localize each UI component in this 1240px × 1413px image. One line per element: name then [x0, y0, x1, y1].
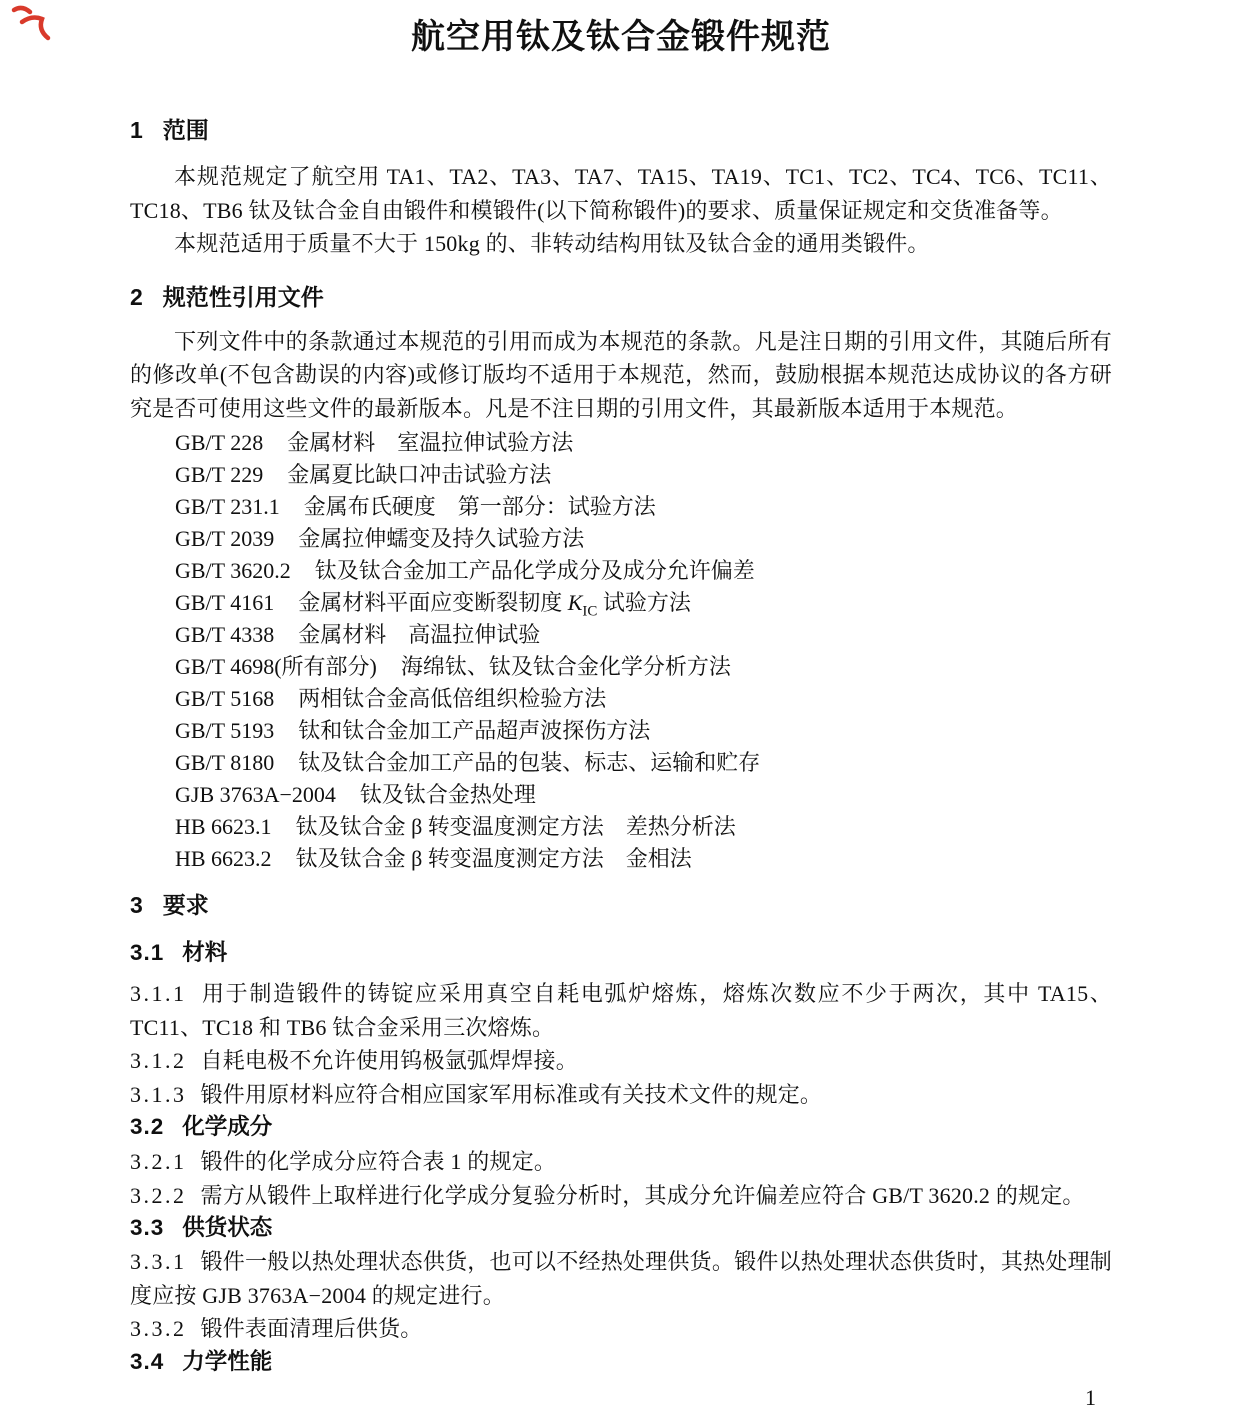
- reference-code: GB/T 4698(所有部分): [175, 654, 377, 679]
- clause-3-2-1: [130, 1145, 1112, 1179]
- reference-code: HB 6623.2: [175, 846, 272, 871]
- section-number: 3: [130, 892, 143, 918]
- clause-text: 锻件一般以热处理状态供货，也可以不经热处理供货。锻件以热处理状态供货时，其热处理制度应按 GJB 3763A−2004 的规定进行。: [130, 1249, 1112, 1308]
- clause-text: 需方从锻件上取样进行化学成分复验分析时，其成分允许偏差应符合 GB/T 3620.2 的规定。: [200, 1182, 1085, 1208]
- clause-number: 3.3.2: [130, 1316, 187, 1341]
- scope-paragraph-1: 本规范规定了航空用 TA1、TA2、TA3、TA7、TA15、TA19、TC1、TC2、TC4、TC6、TC11、TC18、TB6 钛及钛合金自由锻件和模锻件(以下简称锻件)的要求、质量保证规定和交货准备等。: [130, 164, 1112, 223]
- section-number: 1: [130, 117, 143, 143]
- reference-title: 钛及钛合金热处理: [359, 782, 536, 807]
- document-content: [0, 16, 1240, 1376]
- clause-text: 锻件用原材料应符合相应国家军用标准或有关技术文件的规定。: [200, 1081, 823, 1107]
- subsection-title: 材料: [182, 940, 228, 965]
- clause-3-3-1: [130, 1245, 1112, 1312]
- reference-item: [175, 587, 1112, 619]
- section-3-heading: [130, 891, 1112, 919]
- red-ink-marks: [8, 2, 56, 46]
- subsection-title: 化学成分: [182, 1114, 273, 1139]
- reference-item: [175, 651, 1112, 683]
- subsection-title: 供货状态: [182, 1215, 273, 1240]
- reference-item: [175, 715, 1112, 747]
- section-number: 2: [130, 283, 143, 310]
- clause-text: 自耗电极不允许使用钨极氩弧焊焊接。: [200, 1048, 578, 1073]
- reference-code: HB 6623.1: [175, 814, 272, 839]
- reference-item: [175, 619, 1112, 651]
- reference-item: [175, 779, 1112, 811]
- subsection-number: 3.2: [130, 1114, 165, 1139]
- reference-item: [175, 427, 1112, 459]
- reference-code: GB/T 5168: [175, 686, 275, 711]
- clause-text: 锻件表面清理后供货。: [200, 1316, 423, 1341]
- reference-item: [175, 811, 1112, 843]
- clause-number: 3.1.3: [130, 1081, 187, 1107]
- reference-title: 金属材料平面应变断裂韧度: [298, 590, 568, 615]
- reference-code: GB/T 3620.2: [175, 558, 291, 583]
- section-2-heading: [130, 283, 1112, 311]
- reference-title: 金属夏比缺口冲击试验方法: [287, 462, 552, 487]
- subsection-number: 3.1: [130, 940, 165, 965]
- clause-text: 用于制造锻件的铸锭应采用真空自耗电弧炉熔炼，熔炼次数应不少于两次，其中 TA15、TC11、TC18 和 TB6 钛合金采用三次熔炼。: [130, 981, 1112, 1040]
- reference-item: [175, 459, 1112, 491]
- clause-number: 3.2.2: [130, 1182, 187, 1208]
- reference-code: GB/T 8180: [175, 750, 275, 775]
- reference-title: 金属布氏硬度 第一部分：试验方法: [303, 494, 656, 519]
- section-title: 规范性引用文件: [162, 283, 324, 310]
- reference-item: [175, 523, 1112, 555]
- reference-list: [130, 427, 1112, 875]
- reference-code: GB/T 231.1: [175, 494, 280, 519]
- reference-item: [175, 491, 1112, 523]
- scope-paragraph-2: 本规范适用于质量不大于 150kg 的、非转动结构用钛及钛合金的通用类锻件。: [174, 231, 930, 256]
- subsection-title: 力学性能: [182, 1348, 273, 1374]
- reference-code: GB/T 228: [175, 430, 264, 455]
- reference-code: GB/T 2039: [175, 526, 275, 551]
- clause-3-1-3: [130, 1078, 1112, 1112]
- reference-code: GB/T 4338: [175, 622, 275, 647]
- subsection-number: 3.3: [130, 1215, 165, 1240]
- clause-number: 3.1.2: [130, 1048, 187, 1073]
- reference-item: [175, 843, 1112, 875]
- section-1-heading: [130, 116, 1112, 144]
- clause-3-3-2: [130, 1312, 1112, 1346]
- reference-title: 金属材料 室温拉伸试验方法: [287, 430, 574, 455]
- reference-title: 钛及钛合金加工产品化学成分及成分允许偏差: [314, 558, 755, 583]
- clause-3-1-2: [130, 1044, 1112, 1078]
- reference-title-after: 试验方法: [597, 590, 691, 615]
- clause-number: 3.2.1: [130, 1149, 187, 1174]
- fracture-toughness-subscript: IC: [582, 603, 598, 620]
- reference-title: 钛及钛合金加工产品的包装、标志、运输和贮存: [298, 750, 761, 775]
- reference-title: 钛及钛合金 β 转变温度测定方法 差热分析法: [295, 814, 736, 839]
- section-3-3-heading: [130, 1214, 1112, 1242]
- reference-code: GJB 3763A−2004: [175, 782, 336, 807]
- document-title: 航空用钛及钛合金锻件规范: [411, 18, 831, 56]
- section-title: 要求: [162, 892, 209, 918]
- fracture-toughness-symbol: K: [567, 590, 583, 615]
- reference-item: [175, 683, 1112, 715]
- section-3-4-heading: [130, 1348, 1112, 1376]
- section-3-2-heading: [130, 1113, 1112, 1141]
- reference-title: 钛和钛合金加工产品超声波探伤方法: [298, 718, 651, 743]
- clause-3-1-1: [130, 977, 1112, 1044]
- section-title: 范围: [162, 117, 209, 143]
- reference-code: GB/T 5193: [175, 718, 275, 743]
- clause-3-2-2: [130, 1179, 1112, 1213]
- reference-item: [175, 747, 1112, 779]
- reference-title: 两相钛合金高低倍组织检验方法: [298, 686, 607, 711]
- references-intro-paragraph: 下列文件中的条款通过本规范的引用而成为本规范的条款。凡是注日期的引用文件，其随后所有的修改单(不包含勘误的内容)或修订版均不适用于本规范，然而，鼓励根据本规范达成协议的各方研究是否可使用这些文件的最新版本。凡是不注日期的引用文件，其最新版本适用于本规范。: [130, 328, 1112, 421]
- section-3-1-heading: [130, 939, 1112, 967]
- subsection-number: 3.4: [130, 1348, 165, 1374]
- reference-item: [175, 555, 1112, 587]
- clause-number: 3.1.1: [130, 981, 187, 1006]
- reference-code: GB/T 4161: [175, 590, 275, 615]
- reference-title: 钛及钛合金 β 转变温度测定方法 金相法: [295, 846, 692, 871]
- page-number: 1: [1085, 1385, 1096, 1410]
- clause-text: 锻件的化学成分应符合表 1 的规定。: [200, 1149, 557, 1174]
- reference-title: 金属拉伸蠕变及持久试验方法: [298, 526, 585, 551]
- reference-title: 金属材料 高温拉伸试验: [298, 622, 541, 647]
- reference-title: 海绵钛、钛及钛合金化学分析方法: [400, 654, 731, 679]
- reference-code: GB/T 229: [175, 462, 264, 487]
- clause-number: 3.3.1: [130, 1249, 187, 1274]
